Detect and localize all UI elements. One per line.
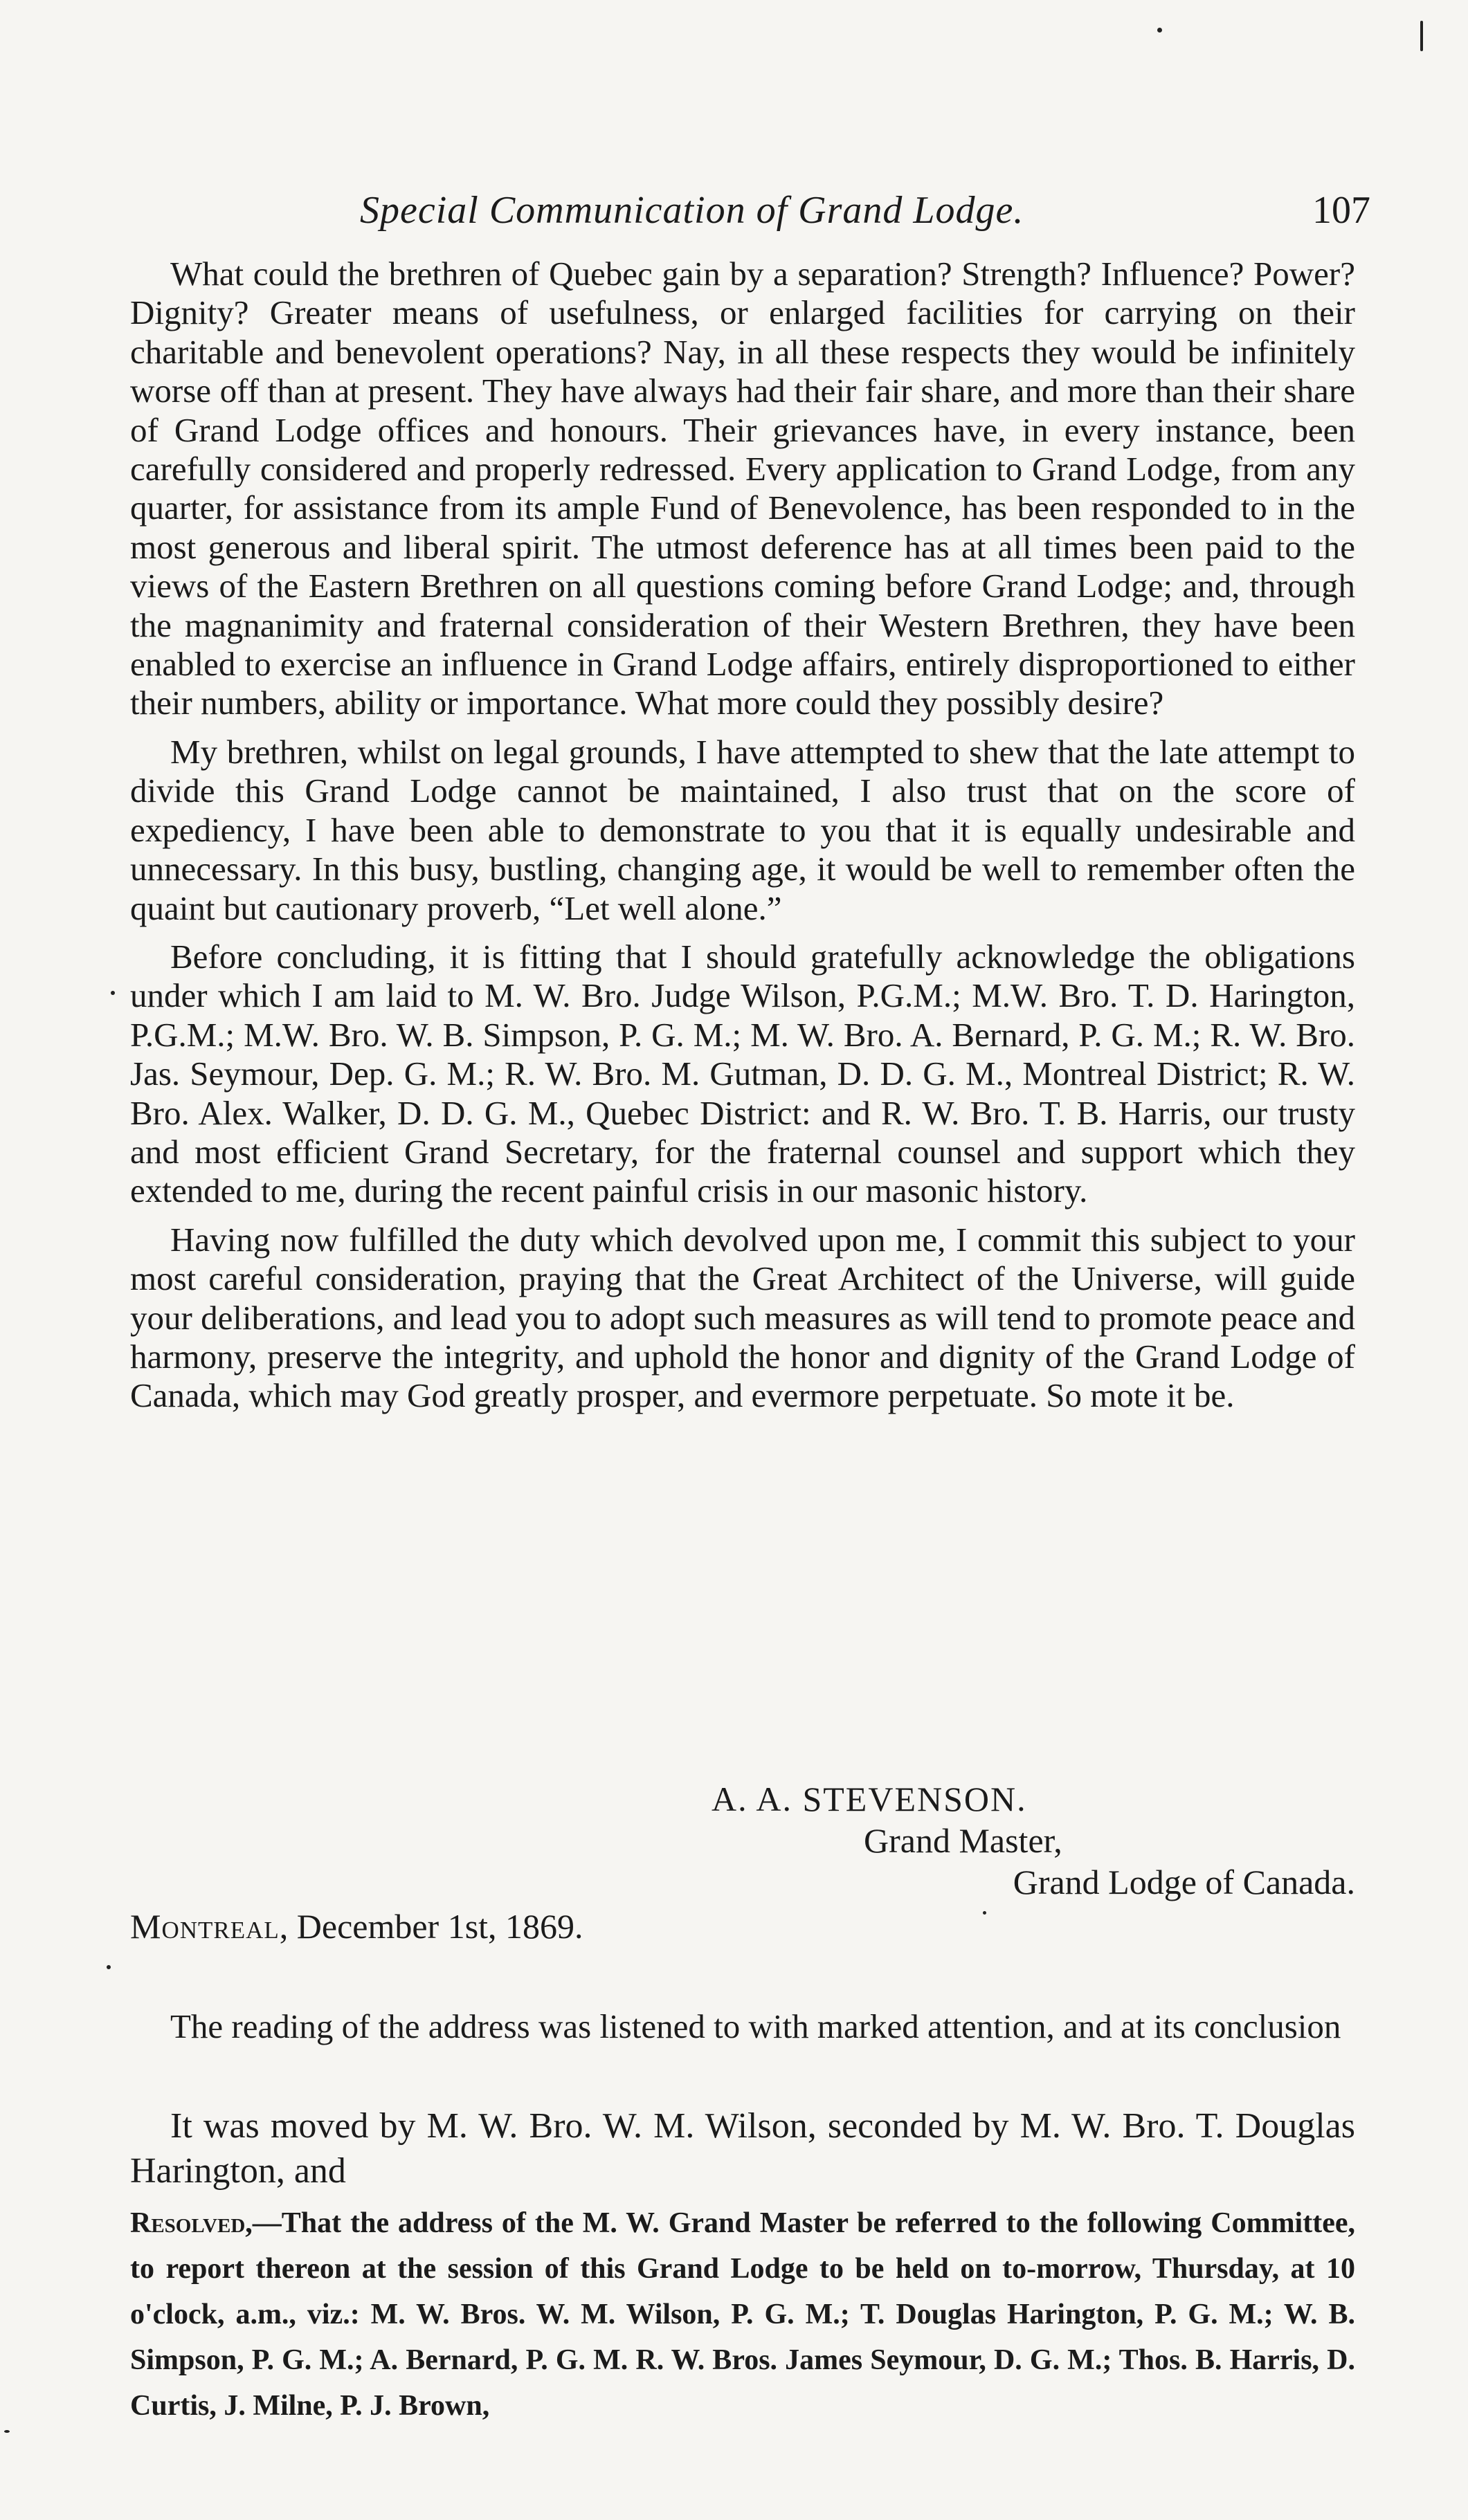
paragraph-acknowledgements: Before concluding, it is fitting that I should gratefully acknowledge the obligations under which I am laid to M. W. Bro. Judge Wilson, P.G.M.; M.W. Bro. T. D. Harington, P.G.M.; M.W. Bro. W. B. Simpson, P. G. M.; M. W. Bro. A. Bernard, P. G. M.; R. W. Bro. Jas. Seymour, Dep. G. M.; R. W. Bro. M. Gutman, D. D. G. M., Montreal District; R. W. Bro. Alex. Walker, D. D. G. M., Quebec District: and R. W. Bro. T. B. Harris, our trusty and most efficient Grand Secretary, for the fraternal counsel and support which they extended to me, during the recent painful crisis in our masonic history. — [130, 937, 1355, 1210]
resolution-text: —That the address of the M. W. Grand Master be referred to the following Committee, to report thereon at the session of this Grand Lodge to be held on to-morrow, Thursday, at 10 o'clock, a.m., viz.: M. W. Bros. W. M. Wilson, P. G. M.; T. Douglas Harington, P. G. M.; W. B. Simpson, P. G. M.; A. Bernard, P. G. M. R. W. Bros. James Seymour, D. G. M.; Thos. B. Harris, D. Curtis, J. Milne, P. J. Brown, — [130, 2207, 1355, 2422]
page-number: 107 — [1312, 189, 1370, 232]
signatory-organization: Grand Lodge of Canada. — [1013, 1863, 1355, 1901]
paragraph-expediency: My brethren, whilst on legal grounds, I have attempted to shew that the late attempt to divide this Grand Lodge cannot be maintained, I also trust that on the score of expediency, I have been able to demonstrate to you that it is equally undesirable and unnecessary. In this busy, bustling, changing age, it would be well to remember often the quaint but cautionary proverb, “Let well alone.” — [130, 732, 1355, 927]
address-body — [130, 255, 1355, 1416]
page-header — [360, 188, 1370, 244]
paragraph-separation: What could the brethren of Quebec gain by a separation? Strength? Influence? Power? Dignity? Greater means of usefulness, or enlarged facilities for carrying on their charitable and benevolent operations? Nay, in all these respects they would be infinitely worse off than at present. They have always had their fair share, and more than their share of Grand Lodge offices and honours. Their grievances have, in every instance, been carefully considered and properly redressed. Every application to Grand Lodge, from any quarter, for assistance from its ample Fund of Benevolence, has been responded to in the most generous and liberal spirit. The utmost deference has at all times been paid to the views of the Eastern Brethren on all questions coming before Grand Lodge; and, through the magnanimity and fraternal consideration of their Western Brethren, they have been enabled to exercise an influence in Grand Lodge affairs, entirely disproportioned to either their numbers, ability or importance. What more could they possibly desire? — [130, 255, 1355, 722]
dateline — [130, 1906, 583, 1946]
speck — [111, 991, 115, 995]
running-title: Special Communication of Grand Lodge. — [360, 189, 1024, 232]
resolution — [130, 2200, 1355, 2429]
dateline-place: Montreal — [130, 1907, 280, 1946]
speck — [107, 1965, 111, 1969]
dateline-date: , December 1st, 1869. — [279, 1907, 583, 1946]
speck — [983, 1911, 986, 1915]
speck — [1420, 21, 1423, 51]
reading-note: The reading of the address was listened to with marked attention, and at its conclusion — [170, 2007, 1341, 2045]
motion-text: It was moved by M. W. Bro. W. M. Wilson, seconded by M. W. Bro. T. Douglas Harington, and — [130, 2106, 1355, 2191]
speck — [4, 2430, 10, 2433]
paragraph-conclusion: Having now fulfilled the duty which devolved upon me, I commit this subject to your most careful consideration, praying that the Great Architect of the Universe, will guide your deliberations, and lead you to adopt such measures as will tend to promote peace and harmony, preserve the integrity, and uphold the honor and dignity of the Grand Lodge of Canada, which may God greatly prosper, and evermore perpetuate. So mote it be. — [130, 1220, 1355, 1415]
signatory-title: Grand Master, — [864, 1821, 1062, 1860]
signatory-name: A. A. STEVENSON. — [712, 1780, 1027, 1818]
resolution-label: Resolved, — [130, 2207, 253, 2239]
speck — [1157, 28, 1162, 33]
